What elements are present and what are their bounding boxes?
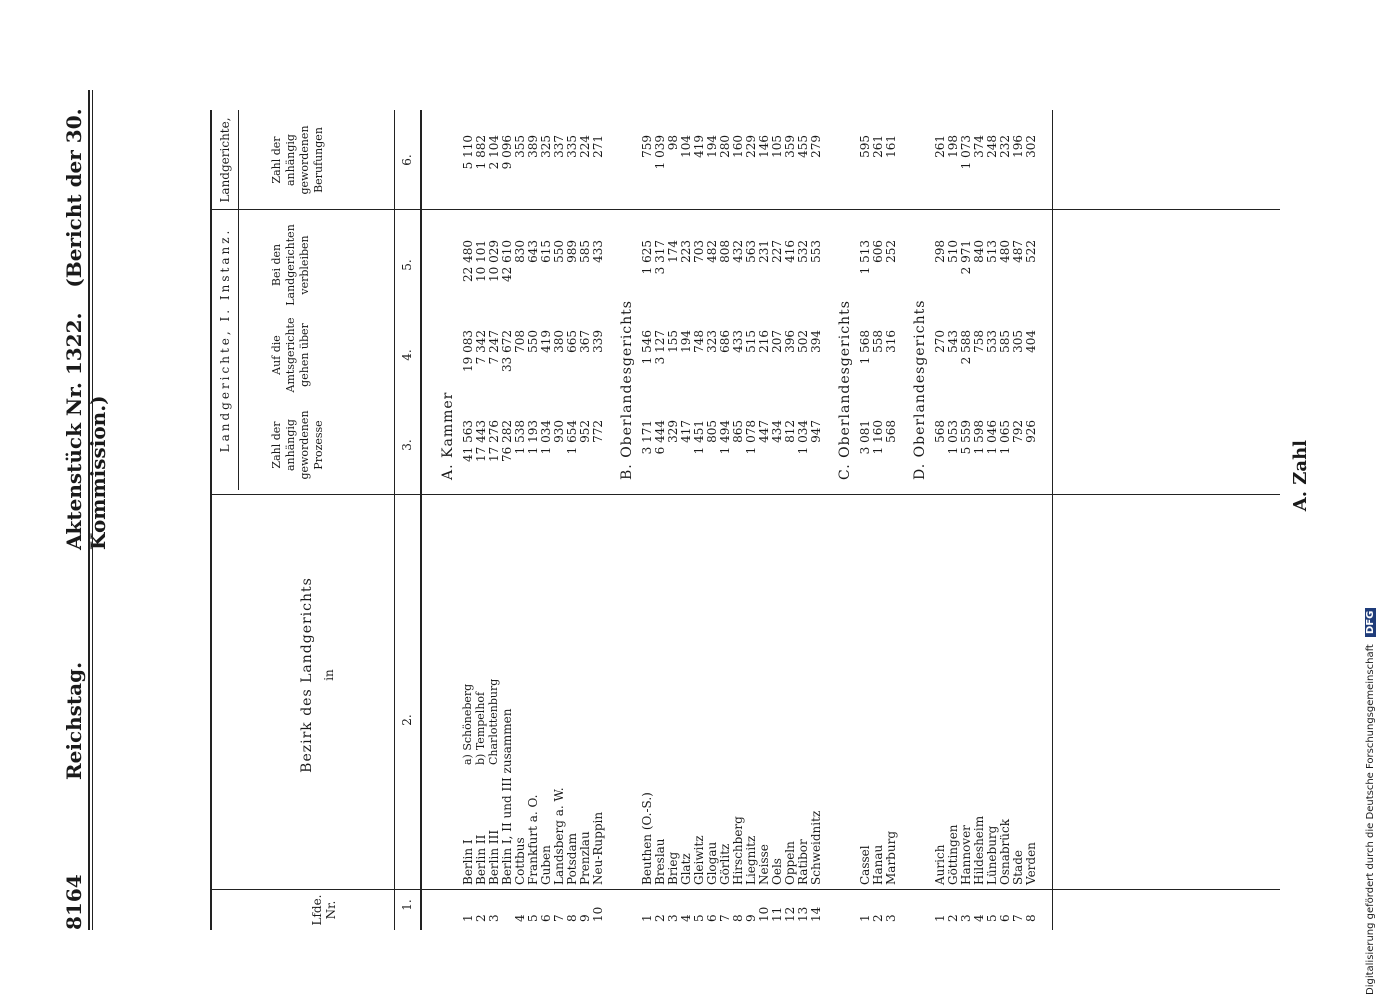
- row-number: 8: [1024, 914, 1038, 922]
- row-c3: 1 046: [985, 420, 999, 455]
- table-row: [680, 110, 692, 930]
- row-number: 6: [998, 914, 1012, 922]
- reichstag-label: Reichstag.: [62, 661, 86, 780]
- side-note: [1365, 608, 1376, 995]
- row-c4: 433: [731, 330, 745, 353]
- section-title: B. Oberlandesgerichts: [619, 300, 635, 480]
- row-c3: 1 654: [565, 420, 579, 455]
- table-row: [999, 110, 1011, 930]
- col-header-bezirk-in: in: [322, 669, 336, 681]
- row-c4: 339: [591, 330, 605, 353]
- row-c5: 42 610: [500, 240, 514, 282]
- table-row: [693, 110, 705, 930]
- table-row: [462, 110, 474, 930]
- row-c3: 1 065: [998, 420, 1012, 455]
- table-row: [758, 110, 770, 930]
- table-row: [986, 110, 998, 930]
- row-district-name: Breslau: [653, 838, 667, 885]
- row-number: 6: [705, 914, 719, 922]
- row-c3: 1 034: [796, 420, 810, 455]
- row-c6: 161: [884, 135, 898, 158]
- row-district-sub: a) Schöneberg: [461, 683, 474, 765]
- row-c4: 270: [933, 330, 947, 353]
- row-c3: 5 559: [959, 420, 973, 455]
- table-row: [732, 110, 744, 930]
- row-district-name: Beuthen (O.-S.): [640, 792, 654, 885]
- row-district-name: Landsberg a. W.: [552, 787, 566, 885]
- row-district-name: Hanau: [871, 844, 885, 885]
- row-c3: 930: [552, 420, 566, 443]
- row-c4: 396: [783, 330, 797, 353]
- row-c6: 355: [513, 135, 527, 158]
- row-c6: 325: [539, 135, 553, 158]
- row-c6: 194: [705, 135, 719, 158]
- row-c6: 455: [796, 135, 810, 158]
- row-number: 5: [692, 914, 706, 922]
- row-district-name: Aurich: [933, 844, 947, 885]
- table-row: [1012, 110, 1024, 930]
- row-c3: 952: [578, 420, 592, 443]
- row-number: 7: [1011, 914, 1025, 922]
- row-district-name: Berlin I, II und III zusammen: [500, 708, 514, 885]
- row-c6: 302: [1024, 135, 1038, 158]
- row-c6: 146: [757, 135, 771, 158]
- row-district-name: Guben: [539, 845, 553, 885]
- row-c5: 3 317: [653, 240, 667, 275]
- row-district-name: Hildesheim: [972, 815, 986, 885]
- table-row: [514, 110, 526, 930]
- row-c4: 394: [809, 330, 823, 353]
- row-c3: 17 276: [487, 420, 501, 462]
- row-district-name: Cassel: [858, 845, 872, 885]
- row-c5: 840: [972, 240, 986, 263]
- row-c5: 606: [871, 240, 885, 263]
- row-c3: 792: [1011, 420, 1025, 443]
- table-row: [872, 110, 884, 930]
- right-title: A. Zahl: [1290, 440, 1311, 512]
- col-number-5: 5.: [400, 259, 414, 271]
- table-row: [579, 110, 591, 930]
- row-c5: 703: [692, 240, 706, 263]
- row-c4: 686: [718, 330, 732, 353]
- row-c3: 3 081: [858, 420, 872, 455]
- row-c6: 98: [666, 135, 680, 151]
- row-c6: 271: [591, 135, 605, 158]
- row-c3: 329: [666, 420, 680, 443]
- row-c5: 10 101: [474, 240, 488, 282]
- row-number: 13: [796, 906, 810, 922]
- col-number-rule-top: [394, 110, 395, 930]
- row-district-name: Osnabrück: [998, 818, 1012, 885]
- table-row: [592, 110, 604, 930]
- row-c6: 160: [731, 135, 745, 158]
- row-c3: 434: [770, 420, 784, 443]
- row-c3: 17 443: [474, 420, 488, 462]
- row-c5: 510: [946, 240, 960, 263]
- row-c3: 772: [591, 420, 605, 443]
- group-header-rule: [238, 110, 239, 490]
- row-c4: 533: [985, 330, 999, 353]
- row-district-name: Hirschberg: [731, 816, 745, 885]
- row-number: 7: [552, 914, 566, 922]
- row-number: 3: [959, 914, 973, 922]
- section-title: A. Kammer: [440, 391, 456, 480]
- row-number: 3: [487, 914, 501, 922]
- row-c4: 758: [972, 330, 986, 353]
- row-c3: 1 078: [744, 420, 758, 455]
- row-c5: 227: [770, 240, 784, 263]
- page-number: 8164: [62, 874, 86, 930]
- row-c4: 543: [946, 330, 960, 353]
- table-row: [566, 110, 578, 930]
- row-c4: 305: [1011, 330, 1025, 353]
- row-c6: 1 039: [653, 135, 667, 170]
- row-c5: 1 625: [640, 240, 654, 275]
- row-c6: 419: [692, 135, 706, 158]
- row-number: 2: [474, 914, 488, 922]
- row-district-name: Hannover: [959, 825, 973, 885]
- row-c4: 316: [884, 330, 898, 353]
- aktenstueck-number: Aktenstück Nr. 1322.: [62, 312, 86, 550]
- row-number: 2: [653, 914, 667, 922]
- row-number: 4: [679, 914, 693, 922]
- row-district-name: Oppeln: [783, 841, 797, 885]
- row-district-sub: Charlottenburg: [487, 678, 500, 765]
- row-number: 1: [858, 914, 872, 922]
- row-district-name: Cottbus: [513, 837, 527, 885]
- row-c3: 568: [933, 420, 947, 443]
- row-c4: 708: [513, 330, 527, 353]
- row-number: 9: [578, 914, 592, 922]
- row-c3: 865: [731, 420, 745, 443]
- table-row: [859, 110, 871, 930]
- row-c5: 1 513: [858, 240, 872, 275]
- row-c5: 989: [565, 240, 579, 263]
- row-c4: 323: [705, 330, 719, 353]
- table-row: [475, 110, 487, 930]
- table-row: [784, 110, 796, 930]
- row-c3: 1 494: [718, 420, 732, 455]
- side-note-text: Digitalisierung gefördert durch die Deutsche Forschungsgemeinschaft: [1365, 644, 1376, 995]
- row-district-name: Berlin II: [474, 834, 488, 885]
- row-c5: 615: [539, 240, 553, 263]
- row-c6: 232: [998, 135, 1012, 158]
- row-c5: 298: [933, 240, 947, 263]
- row-c3: 1 538: [513, 420, 527, 455]
- row-district-name: Marburg: [884, 830, 898, 885]
- row-c5: 532: [796, 240, 810, 263]
- table-row: [488, 110, 500, 930]
- table-row: [553, 110, 565, 930]
- row-district-sub: b) Tempelhof: [474, 691, 487, 765]
- col-number-rule-bottom: [420, 110, 422, 930]
- row-district-name: Potsdam: [565, 832, 579, 885]
- row-c6: 1 882: [474, 135, 488, 170]
- row-c5: 482: [705, 240, 719, 263]
- row-c6: 279: [809, 135, 823, 158]
- table-row: [706, 110, 718, 930]
- row-c5: 553: [809, 240, 823, 263]
- dfg-logo: DFG: [1365, 608, 1376, 637]
- row-c6: 337: [552, 135, 566, 158]
- row-c5: 522: [1024, 240, 1038, 263]
- bericht-label: (Bericht der 30. Kommission.): [62, 108, 110, 550]
- row-number: 5: [526, 914, 540, 922]
- row-district-name: Frankfurt a. O.: [526, 794, 540, 885]
- row-c6: 104: [679, 135, 693, 158]
- row-c3: 926: [1024, 420, 1038, 443]
- row-district-name: Stade: [1011, 850, 1025, 885]
- row-c6: 261: [933, 135, 947, 158]
- row-c3: 1 193: [526, 420, 540, 455]
- row-c3: 1 034: [539, 420, 553, 455]
- row-c5: 830: [513, 240, 527, 263]
- row-number: 9: [744, 914, 758, 922]
- row-c5: 432: [731, 240, 745, 263]
- row-c5: 223: [679, 240, 693, 263]
- table-header-top-rule: [210, 110, 212, 930]
- section-title: D. Oberlandesgerichts: [912, 299, 928, 480]
- table-row: [654, 110, 666, 930]
- table-row: [885, 110, 897, 930]
- rotated-document-page: [0, 100, 1383, 1000]
- row-c5: 416: [783, 240, 797, 263]
- row-c5: 433: [591, 240, 605, 263]
- row-c4: 585: [998, 330, 1012, 353]
- group-header-right: Landgerichte,: [218, 117, 232, 203]
- section-title: C. Oberlandesgerichts: [837, 300, 853, 480]
- row-district-name: Brieg: [666, 851, 680, 885]
- row-c6: 759: [640, 135, 654, 158]
- row-c6: 224: [578, 135, 592, 158]
- row-district-name: Görlitz: [718, 843, 732, 885]
- row-number: 4: [513, 914, 527, 922]
- col-number-6: 6.: [400, 154, 414, 166]
- row-number: 3: [666, 914, 680, 922]
- row-c6: 5 110: [461, 135, 475, 170]
- row-district-name: Schweidnitz: [809, 810, 823, 885]
- row-c5: 585: [578, 240, 592, 263]
- row-c3: 6 444: [653, 420, 667, 455]
- row-c4: 1 568: [858, 330, 872, 365]
- row-c6: 389: [526, 135, 540, 158]
- row-number: 10: [757, 906, 771, 922]
- row-c4: 33 672: [500, 330, 514, 372]
- table-row: [960, 110, 972, 930]
- row-district-name: Glatz: [679, 853, 693, 885]
- col-number-4: 4.: [400, 349, 414, 361]
- row-c3: 3 171: [640, 420, 654, 455]
- table-row: [719, 110, 731, 930]
- row-c3: 1 053: [946, 420, 960, 455]
- row-c4: 380: [552, 330, 566, 353]
- row-number: 5: [985, 914, 999, 922]
- row-c6: 248: [985, 135, 999, 158]
- row-c4: 419: [539, 330, 553, 353]
- row-c6: 359: [783, 135, 797, 158]
- row-c4: 1 546: [640, 330, 654, 365]
- row-c5: 487: [1011, 240, 1025, 263]
- row-c6: 2 104: [487, 135, 501, 170]
- table-row: [540, 110, 552, 930]
- table-row: [1025, 110, 1037, 930]
- row-district-name: Göttingen: [946, 824, 960, 885]
- row-number: 2: [871, 914, 885, 922]
- table-row: [771, 110, 783, 930]
- row-c4: 155: [666, 330, 680, 353]
- row-c3: 41 563: [461, 420, 475, 462]
- table-row: [527, 110, 539, 930]
- table-row: [934, 110, 946, 930]
- row-c3: 1 451: [692, 420, 706, 455]
- row-number: 1: [933, 914, 947, 922]
- table-row: [947, 110, 959, 930]
- row-c5: 808: [718, 240, 732, 263]
- row-c4: 748: [692, 330, 706, 353]
- row-district-name: Neisse: [757, 844, 771, 885]
- row-c6: 595: [858, 135, 872, 158]
- row-c4: 367: [578, 330, 592, 353]
- row-c6: 9 096: [500, 135, 514, 170]
- row-c3: 568: [884, 420, 898, 443]
- col-header-nr: Lfde. Nr.: [310, 894, 338, 926]
- row-c3: 812: [783, 420, 797, 443]
- table-row: [810, 110, 822, 930]
- row-number: 14: [809, 906, 823, 922]
- row-c4: 216: [757, 330, 771, 353]
- row-c3: 947: [809, 420, 823, 443]
- row-c4: 3 127: [653, 330, 667, 365]
- col-header-c4: Auf die Amtsgerichte gehen über: [270, 317, 311, 393]
- row-c4: 550: [526, 330, 540, 353]
- table-row: [973, 110, 985, 930]
- row-c5: 252: [884, 240, 898, 263]
- group-header-landgerichte: Landgerichte, I. Instanz.: [218, 227, 232, 453]
- row-district-name: Glogau: [705, 841, 719, 885]
- table-row: [745, 110, 757, 930]
- row-c5: 563: [744, 240, 758, 263]
- col-number-1: 1.: [400, 899, 414, 911]
- aktenstueck-label: [62, 90, 110, 550]
- row-district-name: Verden: [1024, 842, 1038, 885]
- col-header-c6: Zahl der anhängig gewordenen Berufungen: [270, 125, 325, 195]
- row-c3: 805: [705, 420, 719, 443]
- row-district-name: Ratibor: [796, 839, 810, 885]
- row-number: 4: [972, 914, 986, 922]
- row-c4: 515: [744, 330, 758, 353]
- row-c6: 229: [744, 135, 758, 158]
- row-district-name: Neu-Ruppin: [591, 811, 605, 885]
- row-district-name: Oels: [770, 858, 784, 885]
- row-c3: 417: [679, 420, 693, 443]
- row-c4: 7 342: [474, 330, 488, 365]
- row-c4: 194: [679, 330, 693, 353]
- table-bottom-rule: [1052, 110, 1053, 930]
- col-header-c5: Bei den Landgerichten verbleiben: [270, 224, 311, 306]
- col-header-bezirk: Bezirk des Landgerichts: [299, 577, 315, 773]
- row-c6: 280: [718, 135, 732, 158]
- row-c5: 513: [985, 240, 999, 263]
- row-number: 6: [539, 914, 553, 922]
- row-c6: 105: [770, 135, 784, 158]
- row-c4: 2 588: [959, 330, 973, 365]
- row-c3: 1 160: [871, 420, 885, 455]
- row-c3: 447: [757, 420, 771, 443]
- col-header-c3: Zahl der anhängig gewordenen Prozesse: [270, 410, 325, 480]
- row-c5: 2 971: [959, 240, 973, 275]
- row-c6: 261: [871, 135, 885, 158]
- row-c6: 198: [946, 135, 960, 158]
- row-number: 2: [946, 914, 960, 922]
- row-c5: 174: [666, 240, 680, 263]
- row-c6: 1 073: [959, 135, 973, 170]
- row-c5: 550: [552, 240, 566, 263]
- row-c6: 196: [1011, 135, 1025, 158]
- row-number: 11: [770, 906, 784, 922]
- col-number-2: 2.: [400, 714, 414, 726]
- row-c4: 19 083: [461, 330, 475, 372]
- row-c4: 665: [565, 330, 579, 353]
- row-c5: 22 480: [461, 240, 475, 282]
- row-number: 7: [718, 914, 732, 922]
- table-row: [501, 110, 513, 930]
- row-c4: 558: [871, 330, 885, 353]
- row-number: 1: [461, 914, 475, 922]
- table-row: [667, 110, 679, 930]
- row-c5: 643: [526, 240, 540, 263]
- row-number: 12: [783, 906, 797, 922]
- row-c6: 374: [972, 135, 986, 158]
- col-number-3: 3.: [400, 439, 414, 451]
- row-c4: 207: [770, 330, 784, 353]
- row-c5: 480: [998, 240, 1012, 263]
- row-district-name: Liegnitz: [744, 835, 758, 885]
- row-c4: 404: [1024, 330, 1038, 353]
- table-row: [641, 110, 653, 930]
- row-district-name: Prenzlau: [578, 831, 592, 885]
- row-district-name: Gleiwitz: [692, 835, 706, 885]
- row-number: 8: [565, 914, 579, 922]
- row-c4: 7 247: [487, 330, 501, 365]
- top-double-rule-2: [92, 90, 93, 930]
- row-c5: 10 029: [487, 240, 501, 282]
- row-number: 10: [591, 906, 605, 922]
- row-number: 3: [884, 914, 898, 922]
- row-c3: 76 282: [500, 420, 514, 462]
- row-c3: 1 598: [972, 420, 986, 455]
- row-district-name: Berlin I: [461, 839, 475, 885]
- row-district-name: Berlin III: [487, 829, 501, 885]
- row-number: 8: [731, 914, 745, 922]
- table-row: [797, 110, 809, 930]
- row-c5: 231: [757, 240, 771, 263]
- row-district-name: Lüneburg: [985, 825, 999, 885]
- row-c4: 502: [796, 330, 810, 353]
- row-number: 1: [640, 914, 654, 922]
- row-c6: 335: [565, 135, 579, 158]
- top-double-rule: [88, 90, 90, 930]
